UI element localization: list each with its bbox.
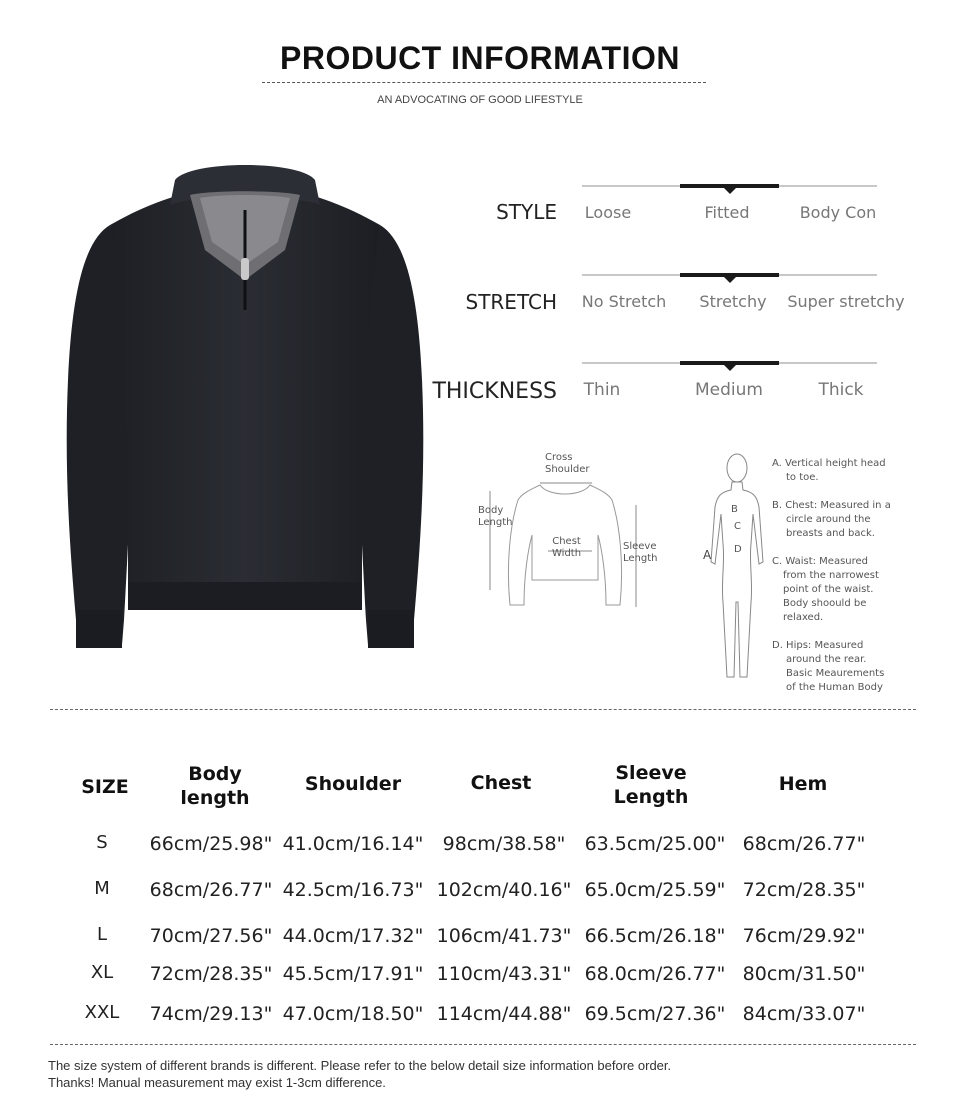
size-label: XXL (84, 1002, 120, 1023)
note-b-line-1: B. Chest: Measured in a (772, 500, 891, 511)
note-a-line-1: A. Vertical height head (772, 458, 886, 469)
note-c-line-2: from the narrowest (783, 570, 879, 581)
note-d (772, 639, 884, 695)
option-stretch-0: No Stretch (581, 292, 667, 311)
note-b-line-3: breasts and back. (786, 528, 875, 539)
option-style-0: Loose (584, 203, 632, 222)
table-cell: 70cm/27.56" (149, 925, 273, 947)
note-c-line-1: C. Waist: Measured (772, 556, 869, 567)
size-label: S (96, 832, 108, 853)
chest-width-label-2: Width (552, 548, 582, 559)
option-style-2: Body Con (799, 203, 877, 222)
table-cell: 45.5cm/17.91" (282, 963, 424, 985)
option-thickness-2: Thick (818, 380, 864, 400)
table-cell: 110cm/43.31" (436, 963, 572, 985)
option-thickness-0: Thin (583, 380, 621, 400)
marker-d: D (734, 544, 742, 555)
col-header-2-line-0: Shoulder (304, 773, 402, 795)
body-length-label-2: Length (478, 517, 513, 528)
chest-width-label-1: Chest (552, 536, 581, 547)
page-subtitle: AN ADVOCATING OF GOOD LIFESTYLE (377, 94, 583, 106)
table-cell: 98cm/38.58" (442, 833, 566, 855)
sweater-product-image (50, 150, 440, 660)
note-d-line-1: D. Hips: Measured (772, 640, 864, 651)
col-header-1-line-0: Body (188, 763, 242, 785)
attr-label-style: STYLE (496, 200, 557, 224)
table-cell: 72cm/28.35" (742, 879, 866, 901)
table-cell: 68cm/26.77" (742, 833, 866, 855)
note-a (772, 457, 886, 485)
note-b-line-2: circle around the (786, 514, 871, 525)
col-header-0-line-0: SIZE (81, 776, 129, 798)
table-cell: 47.0cm/18.50" (282, 1003, 424, 1025)
table-cell: 114cm/44.88" (436, 1003, 572, 1025)
table-cell: 65.0cm/25.59" (584, 879, 726, 901)
marker-a: A (703, 548, 712, 562)
table-cell: 102cm/40.16" (436, 879, 572, 901)
size-label: L (96, 924, 108, 945)
sleeve-length-label-1: Sleeve (623, 541, 657, 552)
note-c-line-3: point of the waist. (783, 584, 874, 595)
title-divider (262, 82, 706, 83)
table-cell: 63.5cm/25.00" (584, 833, 726, 855)
option-stretch-1: Stretchy (699, 292, 767, 311)
cross-shoulder-label-2: Shoulder (545, 464, 590, 475)
scale-marker-style (724, 188, 736, 194)
option-style-1: Fitted (704, 203, 750, 222)
table-cell: 84cm/33.07" (742, 1003, 866, 1025)
marker-b: B (731, 504, 738, 515)
note-a-line-2: to toe. (786, 472, 819, 483)
cross-shoulder-label-1: Cross (545, 452, 573, 463)
footer-note-2: Thanks! Manual measurement may exist 1-3cm difference. (48, 1075, 386, 1090)
table-cell: 66cm/25.98" (149, 833, 273, 855)
option-stretch-2: Super stretchy (787, 292, 905, 311)
note-c-line-5: relaxed. (783, 612, 824, 623)
sleeve-length-label-2: Length (623, 553, 658, 564)
note-d-line-3: Basic Meaurements (786, 668, 885, 679)
note-b (772, 499, 891, 541)
table-cell: 42.5cm/16.73" (282, 879, 424, 901)
size-label: XL (90, 962, 114, 983)
note-d-line-2: around the rear. (786, 654, 867, 665)
table-cell: 76cm/29.92" (742, 925, 866, 947)
table-cell: 41.0cm/16.14" (282, 833, 424, 855)
col-header-4-line-1: Length (613, 786, 689, 808)
note-c (772, 555, 879, 625)
marker-c: C (734, 521, 741, 532)
table-cell: 69.5cm/27.36" (584, 1003, 726, 1025)
col-header-2 (273, 772, 433, 796)
note-c-line-4: Body shoould be (783, 598, 867, 609)
attr-label-stretch: STRETCH (465, 290, 557, 314)
section-divider-top (50, 709, 916, 710)
note-d-line-4: of the Human Body (786, 682, 883, 693)
body-figure-diagram (705, 452, 769, 684)
size-label: M (94, 878, 110, 899)
page-title: PRODUCT INFORMATION (280, 40, 680, 76)
table-cell: 74cm/29.13" (149, 1003, 273, 1025)
footer-note-1: The size system of different brands is different. Please refer to the below detail size information before order. (48, 1058, 672, 1073)
col-header-1-line-1: length (180, 787, 250, 809)
table-cell: 44.0cm/17.32" (282, 925, 424, 947)
scale-marker-stretch (724, 277, 736, 283)
body-length-label-1: Body (478, 505, 504, 516)
table-cell: 66.5cm/26.18" (584, 925, 726, 947)
col-header-1 (135, 762, 295, 810)
scale-marker-thickness (724, 365, 736, 371)
col-header-5-line-0: Hem (778, 773, 828, 795)
attr-label-thickness: THICKNESS (432, 379, 557, 404)
col-header-4 (571, 761, 731, 809)
table-cell: 80cm/31.50" (742, 963, 866, 985)
section-divider-bottom (50, 1044, 916, 1045)
col-header-5 (723, 772, 883, 796)
option-thickness-1: Medium (695, 380, 763, 400)
col-header-3 (421, 771, 581, 795)
table-cell: 68.0cm/26.77" (584, 963, 726, 985)
col-header-3-line-0: Chest (470, 772, 532, 794)
col-header-4-line-0: Sleeve (615, 762, 687, 784)
table-cell: 68cm/26.77" (149, 879, 273, 901)
table-cell: 72cm/28.35" (149, 963, 273, 985)
table-cell: 106cm/41.73" (436, 925, 572, 947)
